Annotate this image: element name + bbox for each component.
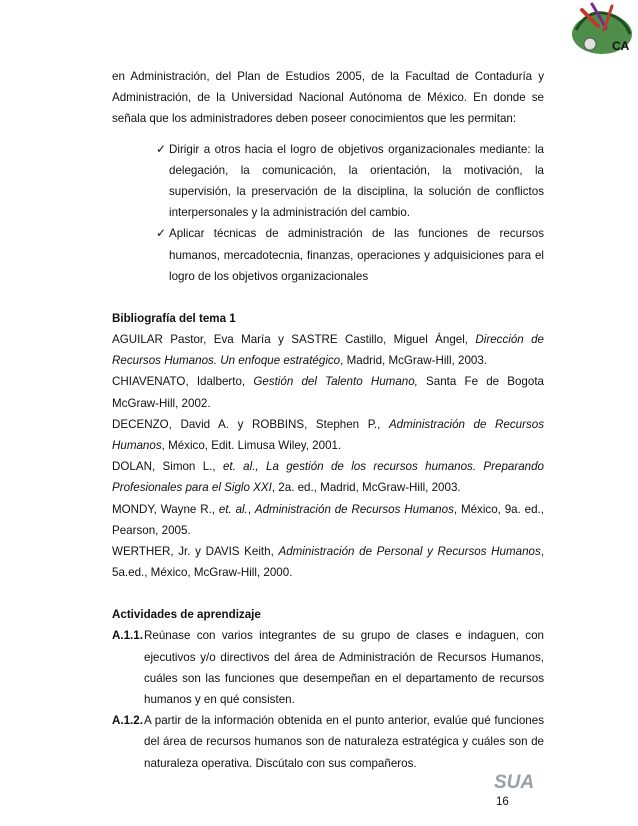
activity-item (112, 625, 544, 710)
bib-title: Administración de Recursos Humanos (112, 417, 544, 453)
bib-publisher: , 5a.ed., México, McGraw-Hill, 2000. (112, 545, 544, 580)
sua-logo-icon (492, 770, 538, 792)
intro-paragraph: en Administración, del Plan de Estudios 2005, de la Facultad de Contaduría y Administración, de la Universidad Nacional Autónoma de México. En donde se señala que los administradores deben poseer conocimientos que les permitan: (112, 70, 544, 126)
bibliography-entry (112, 541, 544, 583)
svg-text:CA: CA (612, 39, 630, 53)
checklist-item (156, 223, 544, 287)
activity-code: A.1.2. (112, 714, 143, 728)
bib-publisher: Santa Fe de Bogota McGraw-Hill, 2002. (112, 375, 544, 410)
bib-title: et. al., La gestión de los recursos humanos. Preparando Profesionales para el Siglo XXI (112, 460, 544, 495)
bibliography-entry (112, 371, 544, 413)
bibliography-entry (112, 414, 544, 456)
checklist-item (156, 139, 544, 224)
bib-publisher: , México, Edit. Limusa Wiley, 2001. (161, 439, 342, 453)
bib-etal: et. al. (218, 502, 248, 516)
checkmark-icon: ✓ (156, 226, 167, 241)
bib-title: Gestión del Talento Humano, (253, 375, 418, 389)
checklist-item-text: Dirigir a otros hacia el logro de objetivos organizacionales mediante: la delegación, la comunicación, la orientación, la motivación, la supervisión, la preservación de la disciplina, la solución de conflictos interpersonales y la administración del cambio. (169, 142, 544, 220)
activity-code: A.1.1. (112, 629, 143, 643)
bibliography-entry (112, 329, 544, 371)
activities-heading: Actividades de aprendizaje (112, 608, 261, 622)
bib-publisher: , México, 9a. ed., Pearson, 2005. (112, 502, 544, 537)
bib-publisher: , 2a. ed., Madrid, McGraw-Hill, 2003. (271, 481, 461, 495)
bib-title: Administración de Recursos Humanos (254, 502, 454, 516)
bib-author: WERTHER, Jr. y DAVIS Keith, (112, 545, 279, 559)
bib-author: DOLAN, Simon L., (112, 460, 223, 474)
activity-text: Reúnase con varios integrantes de su grupo de clases e indaguen, con ejecutivos y/o directivos del área de Administración de Recursos Humanos, cuáles son las funciones que desempeñan en el departamento de recursos humanos y en qué consisten. (144, 629, 544, 707)
checklist-item-text: Aplicar técnicas de administración de las funciones de recursos humanos, mercadotecnia, finanzas, operaciones y adquisiciones para el logro de los objetivos organizacionales (169, 227, 544, 283)
page-number: 16 (496, 796, 509, 808)
checkmark-icon: ✓ (156, 141, 167, 156)
bib-title: Dirección de Recursos Humanos. Un enfoque estratégico (112, 333, 544, 368)
page-content (112, 66, 544, 774)
bibliography-entry (112, 456, 544, 498)
bib-author: AGUILAR Pastor, Eva María y SASTRE Castillo, Miguel Ángel, (112, 333, 476, 347)
bibliography-list (112, 329, 544, 583)
bib-separator: , (247, 502, 255, 516)
activity-item (112, 710, 544, 774)
bib-title: Administración de Personal y Recursos Humanos (278, 545, 541, 559)
bib-publisher: , Madrid, McGraw-Hill, 2003. (340, 354, 488, 368)
fca-logo-icon (568, 0, 636, 62)
activity-text: A partir de la información obtenida en el punto anterior, evalúe qué funciones del área de recursos humanos son de naturaleza estratégica y cuáles son de naturaleza operativa. Discútalo con sus compañeros. (144, 714, 544, 770)
bib-author: MONDY, Wayne R., (112, 502, 219, 516)
bib-author: DECENZO, David A. y ROBBINS, Stephen P., (112, 417, 389, 431)
sua-logo-text: SUA (494, 772, 535, 792)
bibliography-entry (112, 499, 544, 541)
bibliography-heading: Bibliografía del tema 1 (112, 312, 236, 326)
checklist (112, 139, 544, 287)
bib-author: CHIAVENATO, Idalberto, (112, 375, 254, 389)
